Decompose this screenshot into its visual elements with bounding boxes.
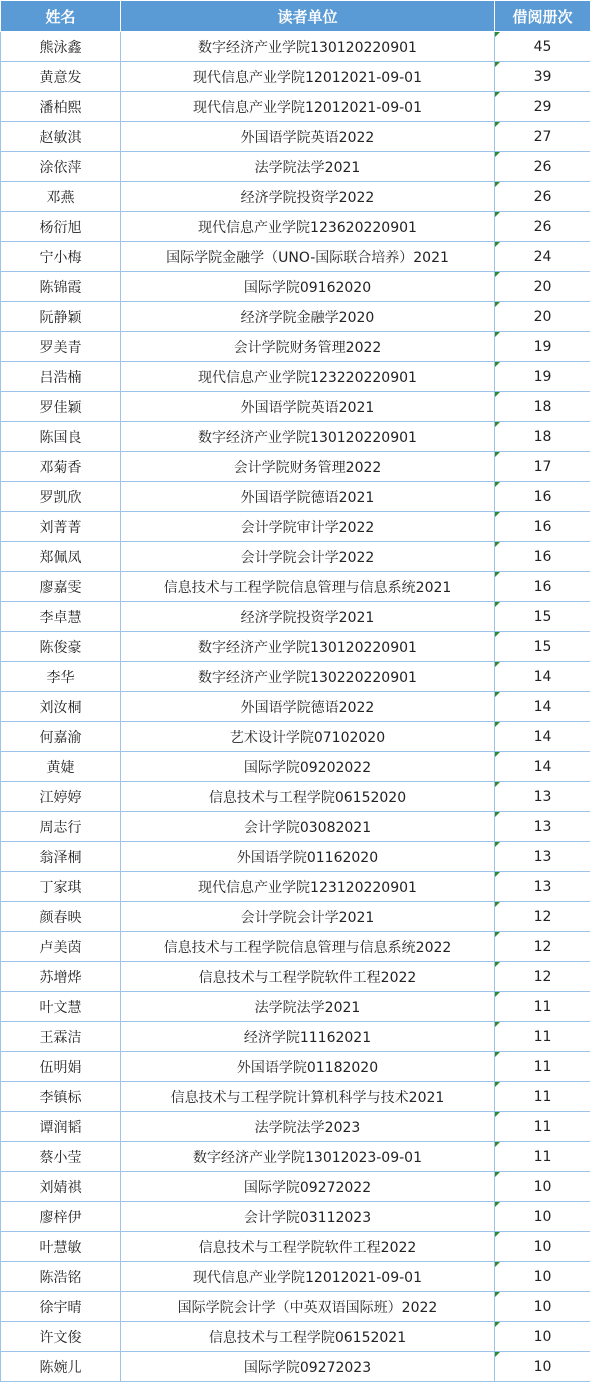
cell-name[interactable]: 陈浩铭: [1, 1262, 121, 1292]
cell-name[interactable]: 邓菊香: [1, 452, 121, 482]
table-row[interactable]: [1, 542, 590, 572]
cell-unit[interactable]: 数字经济产业学院130220220901: [121, 662, 495, 692]
cell-count[interactable]: 27: [495, 122, 590, 152]
table-row[interactable]: [1, 422, 590, 452]
cell-count[interactable]: 20: [495, 272, 590, 302]
cell-count[interactable]: 11: [495, 1082, 590, 1112]
cell-name[interactable]: 陈锦霞: [1, 272, 121, 302]
table-row[interactable]: [1, 242, 590, 272]
table-row[interactable]: [1, 1232, 590, 1262]
cell-count[interactable]: 26: [495, 212, 590, 242]
cell-name[interactable]: 许文俊: [1, 1322, 121, 1352]
table-row[interactable]: [1, 1142, 590, 1172]
cell-name[interactable]: 黄婕: [1, 752, 121, 782]
cell-unit[interactable]: 经济学院投资学2022: [121, 182, 495, 212]
cell-count[interactable]: 29: [495, 92, 590, 122]
table-row[interactable]: [1, 602, 590, 632]
cell-name[interactable]: 陈俊豪: [1, 632, 121, 662]
cell-name[interactable]: 杨衍旭: [1, 212, 121, 242]
table-row[interactable]: [1, 332, 590, 362]
cell-count[interactable]: 10: [495, 1292, 590, 1322]
cell-count[interactable]: 11: [495, 1052, 590, 1082]
cell-name[interactable]: 江婷婷: [1, 782, 121, 812]
cell-name[interactable]: 叶文慧: [1, 992, 121, 1022]
cell-unit[interactable]: 国际学院金融学（UNO-国际联合培养）2021: [121, 242, 495, 272]
cell-count[interactable]: 14: [495, 752, 590, 782]
cell-name[interactable]: 廖嘉雯: [1, 572, 121, 602]
cell-name[interactable]: 卢美茵: [1, 932, 121, 962]
cell-name[interactable]: 刘汝桐: [1, 692, 121, 722]
cell-unit[interactable]: 信息技术与工程学院软件工程2022: [121, 962, 495, 992]
table-row[interactable]: [1, 182, 590, 212]
cell-unit[interactable]: 数字经济产业学院13012023-09-01: [121, 1142, 495, 1172]
table-row[interactable]: [1, 362, 590, 392]
cell-unit[interactable]: 国际学院会计学（中英双语国际班）2022: [121, 1292, 495, 1322]
cell-unit[interactable]: 现代信息产业学院12012021-09-01: [121, 92, 495, 122]
cell-unit[interactable]: 法学院法学2021: [121, 152, 495, 182]
cell-count[interactable]: 17: [495, 452, 590, 482]
cell-unit[interactable]: 法学院法学2023: [121, 1112, 495, 1142]
cell-unit[interactable]: 经济学院金融学2020: [121, 302, 495, 332]
cell-name[interactable]: 李华: [1, 662, 121, 692]
cell-count[interactable]: 18: [495, 392, 590, 422]
cell-count[interactable]: 19: [495, 332, 590, 362]
cell-name[interactable]: 吕浩楠: [1, 362, 121, 392]
cell-unit[interactable]: 现代信息产业学院123120220901: [121, 872, 495, 902]
cell-unit[interactable]: 会计学院会计学2022: [121, 542, 495, 572]
cell-unit[interactable]: 现代信息产业学院123620220901: [121, 212, 495, 242]
cell-count[interactable]: 16: [495, 512, 590, 542]
cell-unit[interactable]: 信息技术与工程学院软件工程2022: [121, 1232, 495, 1262]
cell-count[interactable]: 26: [495, 152, 590, 182]
table-row[interactable]: [1, 152, 590, 182]
cell-count[interactable]: 11: [495, 1022, 590, 1052]
cell-unit[interactable]: 国际学院09272023: [121, 1352, 495, 1382]
table-row[interactable]: [1, 1262, 590, 1292]
cell-unit[interactable]: 会计学院03112023: [121, 1202, 495, 1232]
header-count: 借阅册次: [495, 1, 590, 32]
cell-unit[interactable]: 数字经济产业学院130120220901: [121, 632, 495, 662]
table-row[interactable]: [1, 1322, 590, 1352]
cell-name[interactable]: 李卓慧: [1, 602, 121, 632]
cell-count[interactable]: 15: [495, 602, 590, 632]
cell-unit[interactable]: 会计学院财务管理2022: [121, 452, 495, 482]
cell-unit[interactable]: 数字经济产业学院130120220901: [121, 32, 495, 62]
cell-name[interactable]: 何嘉渝: [1, 722, 121, 752]
table-row[interactable]: [1, 992, 590, 1022]
cell-unit[interactable]: 外国语学院德语2022: [121, 692, 495, 722]
cell-name[interactable]: 黄意发: [1, 62, 121, 92]
table-row[interactable]: [1, 902, 590, 932]
cell-unit[interactable]: 国际学院09272022: [121, 1172, 495, 1202]
header-row: [1, 1, 590, 32]
cell-name[interactable]: 刘婧祺: [1, 1172, 121, 1202]
cell-unit[interactable]: 外国语学院英语2022: [121, 122, 495, 152]
table-row[interactable]: [1, 932, 590, 962]
cell-unit[interactable]: 信息技术与工程学院信息管理与信息系统2021: [121, 572, 495, 602]
table-row[interactable]: [1, 962, 590, 992]
cell-name[interactable]: 郑佩凤: [1, 542, 121, 572]
cell-name[interactable]: 伍明娟: [1, 1052, 121, 1082]
cell-count[interactable]: 13: [495, 872, 590, 902]
cell-count[interactable]: 16: [495, 482, 590, 512]
table-body: [1, 32, 590, 1382]
cell-unit[interactable]: 外国语学院英语2021: [121, 392, 495, 422]
cell-name[interactable]: 陈婉儿: [1, 1352, 121, 1382]
cell-unit[interactable]: 外国语学院01162020: [121, 842, 495, 872]
cell-count[interactable]: 16: [495, 542, 590, 572]
table-row[interactable]: [1, 842, 590, 872]
header-name: 姓名: [1, 1, 121, 32]
cell-count[interactable]: 26: [495, 182, 590, 212]
table-row[interactable]: [1, 692, 590, 722]
cell-unit[interactable]: 现代信息产业学院123220220901: [121, 362, 495, 392]
cell-name[interactable]: 邓燕: [1, 182, 121, 212]
cell-count[interactable]: 16: [495, 572, 590, 602]
cell-name[interactable]: 谭润韬: [1, 1112, 121, 1142]
cell-count[interactable]: 20: [495, 302, 590, 332]
table-row[interactable]: [1, 62, 590, 92]
cell-name[interactable]: 陈国良: [1, 422, 121, 452]
cell-unit[interactable]: 法学院法学2021: [121, 992, 495, 1022]
cell-count[interactable]: 10: [495, 1172, 590, 1202]
cell-name[interactable]: 潘柏熙: [1, 92, 121, 122]
cell-unit[interactable]: 外国语学院德语2021: [121, 482, 495, 512]
cell-count[interactable]: 18: [495, 422, 590, 452]
table-row[interactable]: [1, 1202, 590, 1232]
cell-count[interactable]: 14: [495, 692, 590, 722]
cell-count[interactable]: 14: [495, 662, 590, 692]
cell-name[interactable]: 颜春映: [1, 902, 121, 932]
table-row[interactable]: [1, 452, 590, 482]
table-row[interactable]: [1, 1292, 590, 1322]
cell-count[interactable]: 14: [495, 722, 590, 752]
cell-count[interactable]: 10: [495, 1262, 590, 1292]
cell-count[interactable]: 11: [495, 1142, 590, 1172]
cell-count[interactable]: 10: [495, 1202, 590, 1232]
cell-unit[interactable]: 会计学院会计学2021: [121, 902, 495, 932]
table-row[interactable]: [1, 662, 590, 692]
table-row[interactable]: [1, 512, 590, 542]
cell-unit[interactable]: 信息技术与工程学院06152020: [121, 782, 495, 812]
cell-count[interactable]: 10: [495, 1232, 590, 1262]
cell-count[interactable]: 45: [495, 32, 590, 62]
cell-name[interactable]: 叶慧敏: [1, 1232, 121, 1262]
cell-unit[interactable]: 信息技术与工程学院计算机科学与技术2021: [121, 1082, 495, 1112]
cell-unit[interactable]: 现代信息产业学院12012021-09-01: [121, 1262, 495, 1292]
table-row[interactable]: [1, 752, 590, 782]
table-row[interactable]: [1, 92, 590, 122]
cell-name[interactable]: 廖梓伊: [1, 1202, 121, 1232]
cell-name[interactable]: 熊泳鑫: [1, 32, 121, 62]
table-row[interactable]: [1, 1052, 590, 1082]
table-row[interactable]: [1, 212, 590, 242]
cell-name[interactable]: 李镇标: [1, 1082, 121, 1112]
cell-count[interactable]: 11: [495, 992, 590, 1022]
table-row[interactable]: [1, 272, 590, 302]
cell-unit[interactable]: 国际学院09162020: [121, 272, 495, 302]
cell-unit[interactable]: 信息技术与工程学院06152021: [121, 1322, 495, 1352]
table-row[interactable]: [1, 1022, 590, 1052]
table-row[interactable]: [1, 782, 590, 812]
cell-unit[interactable]: 现代信息产业学院12012021-09-01: [121, 62, 495, 92]
table-row[interactable]: [1, 302, 590, 332]
table-header: [1, 1, 590, 32]
cell-unit[interactable]: 经济学院投资学2021: [121, 602, 495, 632]
cell-name[interactable]: 翁泽桐: [1, 842, 121, 872]
table-row[interactable]: [1, 632, 590, 662]
cell-count[interactable]: 13: [495, 782, 590, 812]
cell-unit[interactable]: 数字经济产业学院130120220901: [121, 422, 495, 452]
table-row[interactable]: [1, 1172, 590, 1202]
cell-name[interactable]: 周志行: [1, 812, 121, 842]
table-row[interactable]: [1, 872, 590, 902]
cell-name[interactable]: 赵敏淇: [1, 122, 121, 152]
table-row[interactable]: [1, 392, 590, 422]
table-row[interactable]: [1, 812, 590, 842]
table-row[interactable]: [1, 482, 590, 512]
cell-count[interactable]: 13: [495, 812, 590, 842]
cell-count[interactable]: 10: [495, 1322, 590, 1352]
table-row[interactable]: [1, 32, 590, 62]
cell-name[interactable]: 罗凯欣: [1, 482, 121, 512]
cell-name[interactable]: 苏增烨: [1, 962, 121, 992]
cell-unit[interactable]: 信息技术与工程学院信息管理与信息系统2022: [121, 932, 495, 962]
cell-count[interactable]: 12: [495, 902, 590, 932]
cell-count[interactable]: 12: [495, 962, 590, 992]
cell-name[interactable]: 阮静颖: [1, 302, 121, 332]
cell-unit[interactable]: 外国语学院01182020: [121, 1052, 495, 1082]
cell-name[interactable]: 宁小梅: [1, 242, 121, 272]
table-row[interactable]: [1, 122, 590, 152]
table-row[interactable]: [1, 1082, 590, 1112]
cell-unit[interactable]: 国际学院09202022: [121, 752, 495, 782]
cell-name[interactable]: 罗佳颖: [1, 392, 121, 422]
table-row[interactable]: [1, 572, 590, 602]
cell-name[interactable]: 刘菁菁: [1, 512, 121, 542]
cell-count[interactable]: 13: [495, 842, 590, 872]
cell-count[interactable]: 10: [495, 1352, 590, 1382]
cell-count[interactable]: 24: [495, 242, 590, 272]
table-row[interactable]: [1, 1112, 590, 1142]
cell-count[interactable]: 12: [495, 932, 590, 962]
cell-count[interactable]: 15: [495, 632, 590, 662]
cell-name[interactable]: 罗美青: [1, 332, 121, 362]
cell-name[interactable]: 徐宇晴: [1, 1292, 121, 1322]
cell-unit[interactable]: 艺术设计学院07102020: [121, 722, 495, 752]
cell-count[interactable]: 39: [495, 62, 590, 92]
header-unit: 读者单位: [121, 1, 495, 32]
cell-name[interactable]: 涂依萍: [1, 152, 121, 182]
cell-name[interactable]: 蔡小莹: [1, 1142, 121, 1172]
cell-name[interactable]: 丁家琪: [1, 872, 121, 902]
table-row[interactable]: [1, 722, 590, 752]
cell-unit[interactable]: 会计学院审计学2022: [121, 512, 495, 542]
cell-count[interactable]: 19: [495, 362, 590, 392]
cell-unit[interactable]: 会计学院财务管理2022: [121, 332, 495, 362]
cell-unit[interactable]: 经济学院11162021: [121, 1022, 495, 1052]
cell-count[interactable]: 11: [495, 1112, 590, 1142]
table-row[interactable]: [1, 1352, 590, 1382]
cell-name[interactable]: 王霖洁: [1, 1022, 121, 1052]
cell-unit[interactable]: 会计学院03082021: [121, 812, 495, 842]
